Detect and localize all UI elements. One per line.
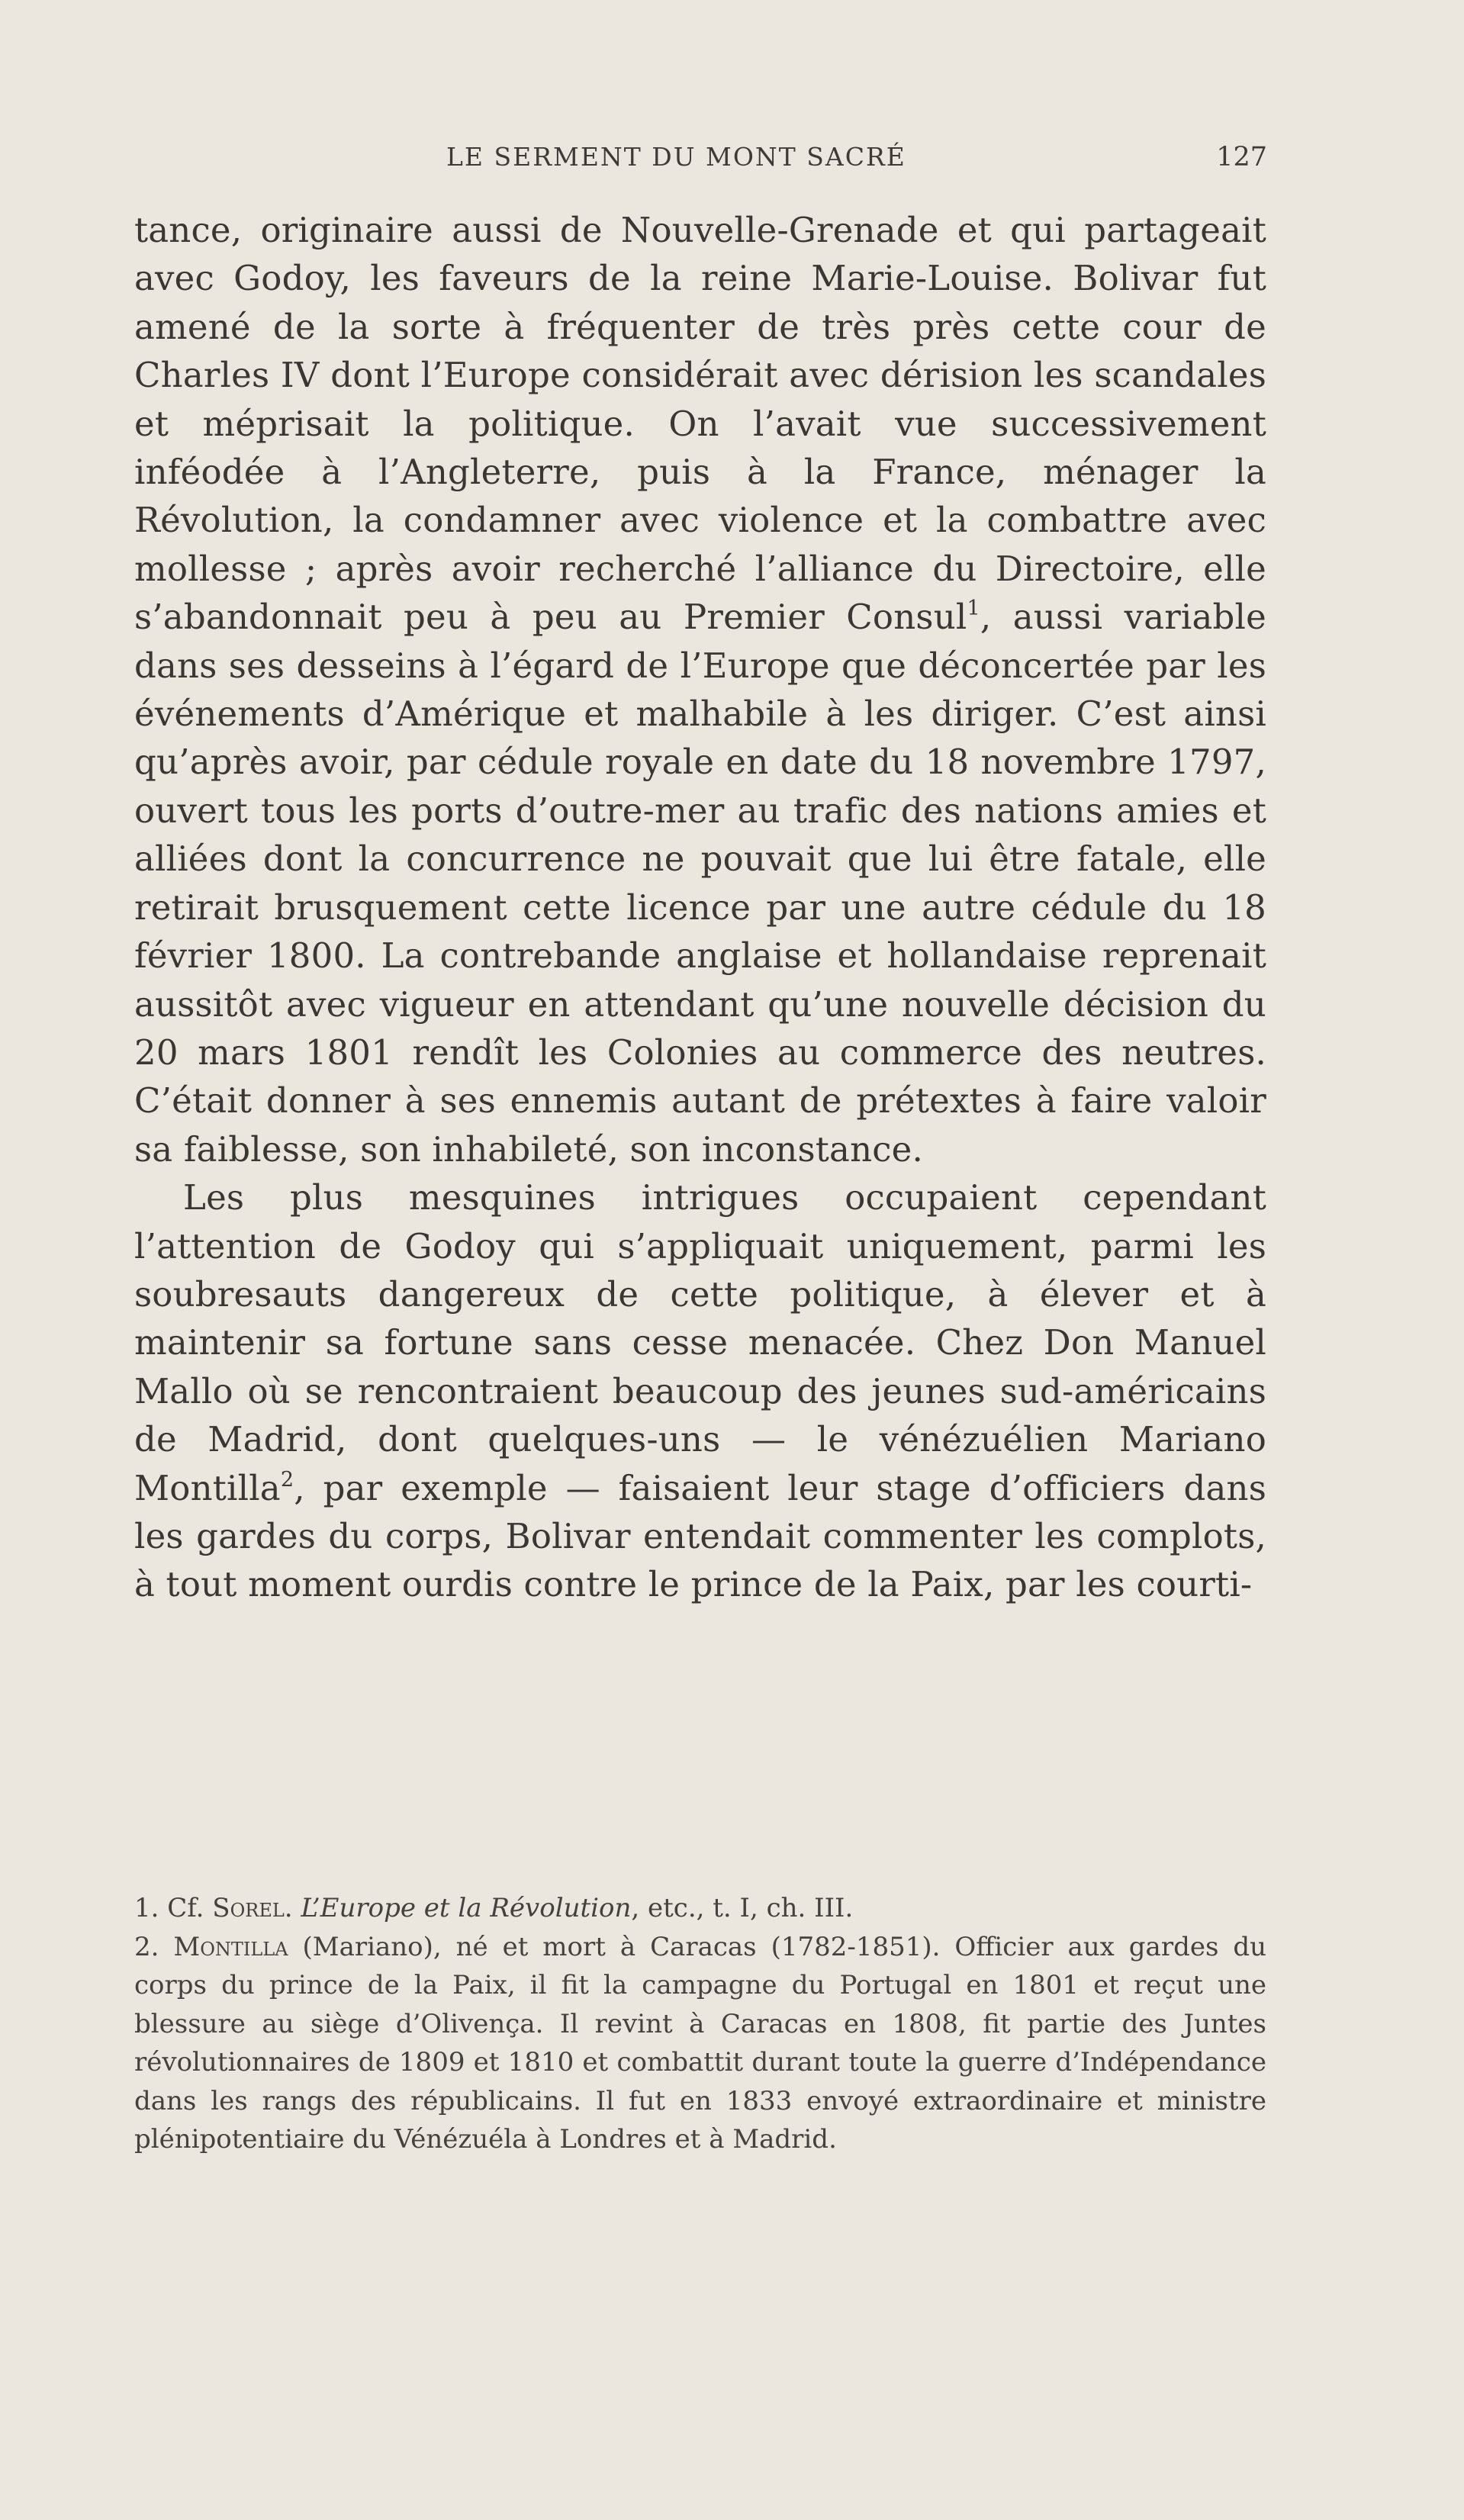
running-title: LE SERMENT DU MONT SACRÉ (446, 142, 906, 172)
footnote-1-number: 1. (134, 1893, 159, 1923)
paragraph-1 (134, 206, 1266, 1173)
page-header (0, 142, 1464, 188)
main-text (134, 206, 1266, 1609)
footnote-2-number: 2. (134, 1931, 159, 1962)
footnotes (134, 1889, 1266, 2159)
footnote-1-rest: , etc., t. I, ch. III. (631, 1893, 854, 1923)
footnote-1-author: Sorel (212, 1893, 285, 1923)
footnote-ref-2: 2 (280, 1467, 294, 1492)
paragraph-2-part-a: Les plus mesquines intrigues occupaient cependant l’attention de Godoy qui s’appliquait uniquement, parmi les soubresauts dangereux de cette politique, à élever et à maintenir sa fortune sans cesse menacée. Chez Don Manuel Mallo où se rencontraient beaucoup des jeunes sud-américains de Madrid, dont quelques-uns — le vénézuélien Mariano Montilla (134, 1177, 1266, 1508)
footnote-1-pre: Cf. (167, 1893, 204, 1923)
footnote-2-name: Montilla (173, 1931, 288, 1962)
footnote-1 (134, 1889, 1266, 1928)
footnote-1-sep: . (284, 1893, 293, 1923)
paragraph-1-part-a: tance, originaire aussi de Nouvelle-Grenade et qui partageait avec Godoy, les faveurs de la reine Marie-Louise. Bolivar fut amené de la sorte à fréquenter de très près cette cour de Charles IV dont l’Europe considérait avec dérision les scandales et méprisait la politique. On l’avait vue successivement inféodée à l’Angleterre, puis à la France, ménager la Révolution, la condamner avec violence et la combattre avec mollesse ; après avoir recherché l’alliance du Directoire, elle s’abandonnait peu à peu au Premier Consul (134, 210, 1266, 638)
paragraph-1-part-b: , aussi variable dans ses desseins à l’égard de l’Europe que déconcertée par les événements d’Amérique et malhabile à les diriger. C’est ainsi qu’après avoir, par cédule royale en date du 18 novembre 1797, ouvert tous les ports d’outre-mer au trafic des nations amies et alliées dont la concurrence ne pouvait que lui être fatale, elle retirait brusquement cette licence par une autre cédule du 18 février 1800. La contrebande anglaise et hollandaise reprenait aussitôt avec vigueur en attendant qu’une nouvelle décision du 20 mars 1801 rendît les Colonies au commerce des neutres. C’était donner à ses ennemis autant de prétextes à faire valoir sa faiblesse, son inhabileté, son inconstance. (134, 597, 1266, 1170)
paragraph-2 (134, 1173, 1266, 1609)
page-number: 127 (1216, 142, 1267, 172)
footnote-2-text: (Mariano), né et mort à Caracas (1782-1851). Officier aux gardes du corps du prince de la Paix, il fit la campagne du Portugal en 1801 et reçut une blessure au siège d’Olivença. Il revint à Caracas en 1808, fit partie des Juntes révolutionnaires de 1809 et 1810 et combattit durant toute la guerre d’Indépendance dans les rangs des républicains. Il fut en 1833 envoyé extraordinaire et ministre plénipotentiaire du Vénézuéla à Londres et à Madrid. (134, 1931, 1266, 2155)
footnote-ref-1: 1 (967, 597, 980, 621)
footnote-1-title: L’Europe et la Révolution (301, 1893, 632, 1923)
paragraph-2-part-b: , par exemple — faisaient leur stage d’officiers dans les gardes du corps, Bolivar entendait commenter les complots, à tout moment ourdis contre le prince de la Paix, par les courti- (134, 1467, 1266, 1605)
footnote-2 (134, 1928, 1266, 2159)
